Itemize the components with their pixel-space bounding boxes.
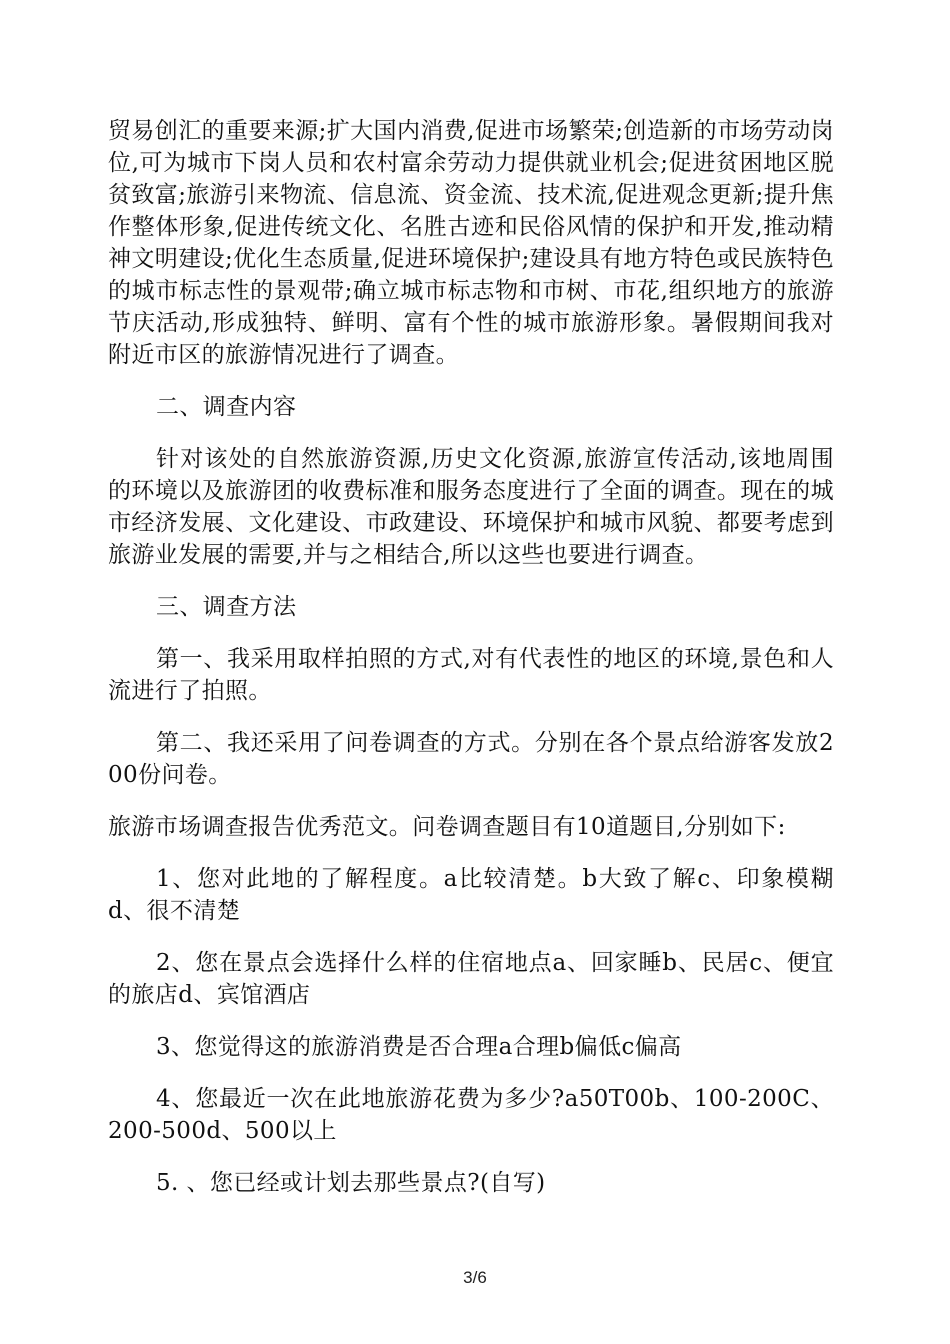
paragraph-method-second: 第二、我还采用了问卷调查的方式。分别在各个景点给游客发放200份问卷。 <box>108 730 834 788</box>
question-item-5: 5. 、您已经或计划去那些景点?(自写) <box>156 1170 546 1196</box>
paragraph-method-first: 第一、我采用取样拍照的方式,对有代表性的地区的环境,景色和人流进行了拍照。 <box>108 646 834 704</box>
question-item-4: 4、您最近一次在此地旅游花费为多少?a50T00b、100-200C、200-500d、500以上 <box>108 1086 834 1144</box>
section-heading-survey-content: 二、调查内容 <box>156 394 297 420</box>
document-body <box>108 115 834 1219</box>
section-heading-survey-method: 三、调查方法 <box>156 594 297 620</box>
question-item-3: 3、您觉得这的旅游消费是否合理a合理b偏低c偏高 <box>156 1034 682 1060</box>
page-number: 3/6 <box>463 1268 487 1287</box>
paragraph-questionnaire-intro: 旅游市场调查报告优秀范文。问卷调查题目有10道题目,分别如下: <box>108 814 786 840</box>
paragraph-survey-content: 针对该处的自然旅游资源,历史文化资源,旅游宣传活动,该地周围的环境以及旅游团的收费标准和服务态度进行了全面的调查。现在的城市经济发展、文化建设、市政建设、环境保护和城市风貌、都要考虑到旅游业发展的需要,并与之相结合,所以这些也要进行调查。 <box>108 446 834 568</box>
paragraph-intro-continued: 贸易创汇的重要来源;扩大国内消费,促进市场繁荣;创造新的市场劳动岗位,可为城市下岗人员和农村富余劳动力提供就业机会;促进贫困地区脱贫致富;旅游引来物流、信息流、资金流、技术流,促进观念更新;提升焦作整体形象,促进传统文化、名胜古迹和民俗风情的保护和开发,推动精神文明建设;优化生态质量,促进环境保护;建设具有地方特色或民族特色的城市标志性的景观带;确立城市标志物和市树、市花,组织地方的旅游节庆活动,形成独特、鲜明、富有个性的城市旅游形象。暑假期间我对附近市区的旅游情况进行了调查。 <box>108 118 835 368</box>
question-item-2: 2、您在景点会选择什么样的住宿地点a、回家睡b、民居c、便宜的旅店d、宾馆酒店 <box>108 950 834 1008</box>
question-item-1: 1、您对此地的了解程度。a比较清楚。b大致了解c、印象模糊d、很不清楚 <box>108 866 834 924</box>
